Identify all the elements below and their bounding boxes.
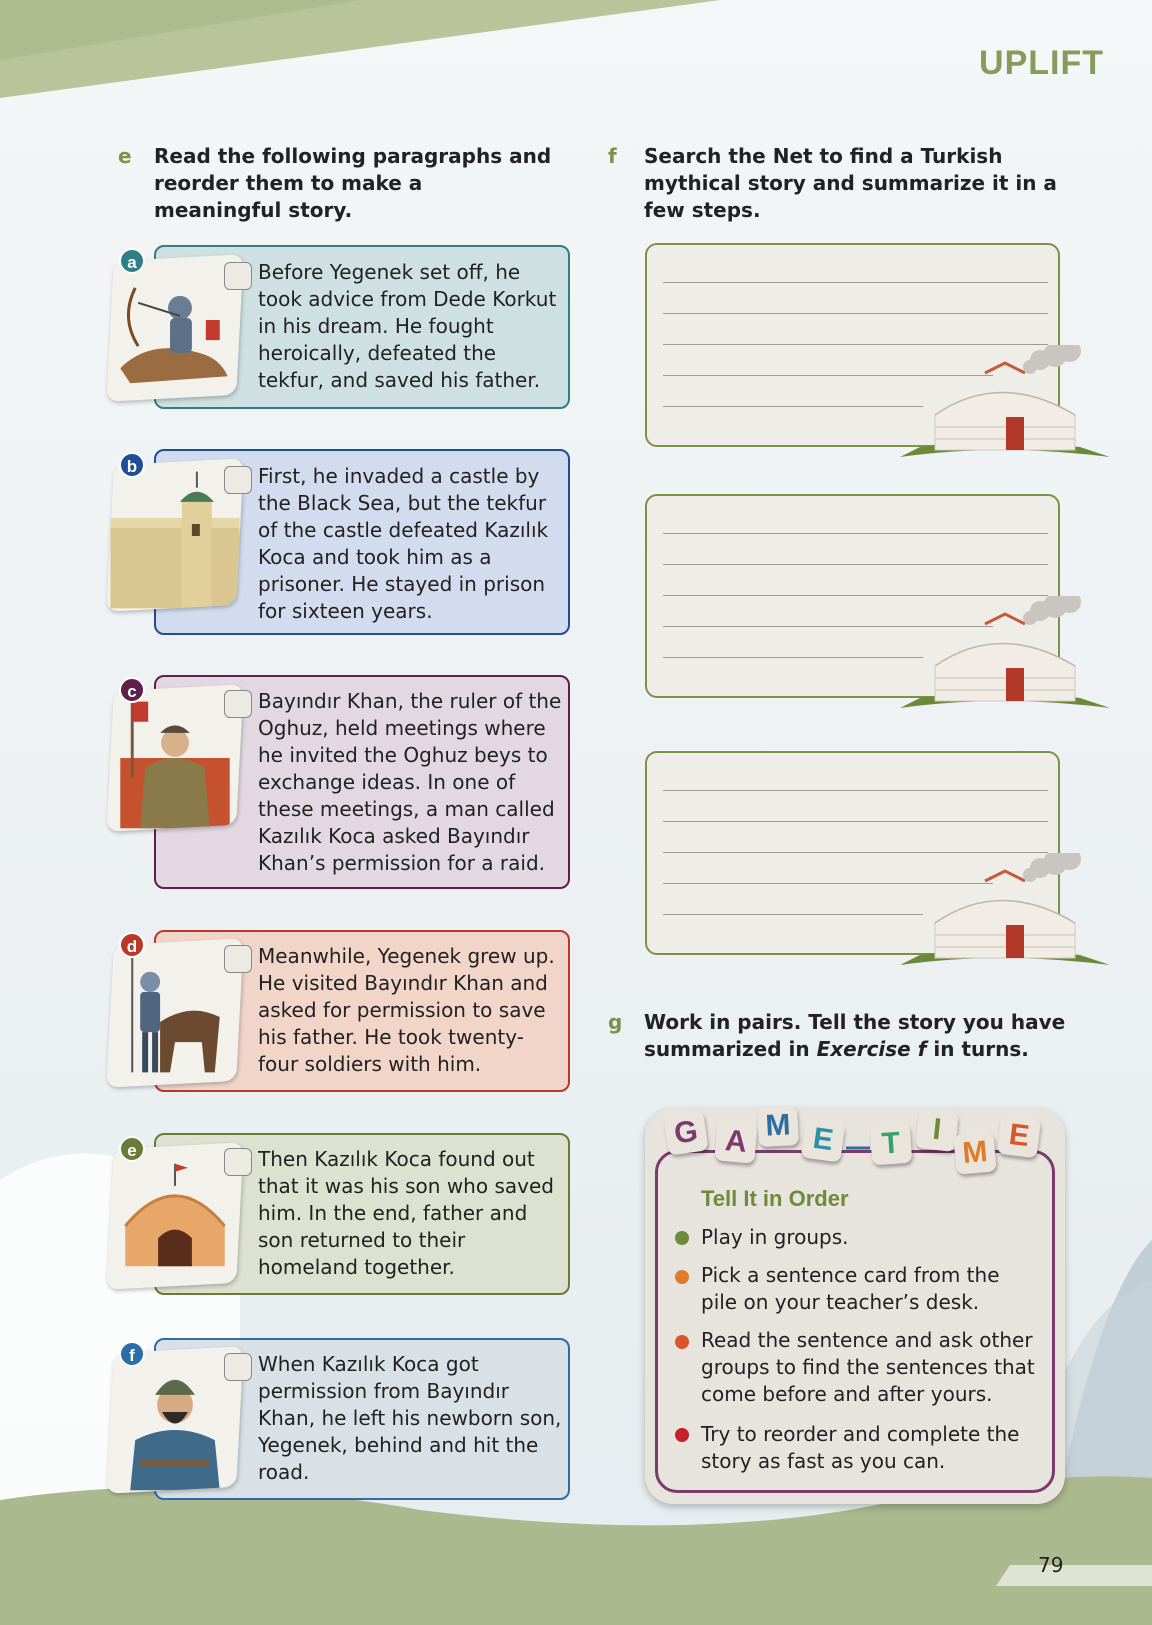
paragraph-text-d: Meanwhile, Yegenek grew up. He visited Bayındır Khan and asked for permission to save his father. He took twenty-four soldiers with him. xyxy=(258,944,555,1076)
game-title-tile-t: T xyxy=(870,1123,913,1166)
game-title-tile-m: M xyxy=(757,1105,799,1147)
exercise-g-instruction: Work in pairs. Tell the story you have summarized in Exercise f in turns. xyxy=(644,1010,1066,1061)
bullet-dot xyxy=(675,1335,689,1349)
game-time-title: Tell It in Order xyxy=(701,1186,849,1211)
paragraph-badge-f: f xyxy=(119,1341,145,1367)
exercise-f-instruction: Search the Net to find a Turkish mythical story and summarize it in a few steps. xyxy=(644,144,1057,222)
paragraph-badge-e: e xyxy=(119,1136,145,1162)
game-rule-2: Pick a sentence card from the pile on your teacher’s desk. xyxy=(701,1263,1000,1314)
paragraph-badge-d: d xyxy=(119,932,145,958)
bullet-dot xyxy=(675,1270,689,1284)
paragraph-badge-a: a xyxy=(119,248,145,274)
paragraph-text-c: Bayındır Khan, the ruler of the Oghuz, held meetings where he invited the Oghuz beys to exchange ideas. In one of these meetings, a man called Kazılık Koca asked Bayındır Khan’s permission for a raid. xyxy=(258,689,562,875)
paragraph-text-e: Then Kazılık Koca found out that it was his son who saved him. In the end, father and son returned to their homeland together. xyxy=(258,1147,554,1279)
game-rule-4: Try to reorder and complete the story as fast as you can. xyxy=(701,1422,1020,1473)
paragraph-badge-b: b xyxy=(119,452,145,478)
game-title-tile-a: A xyxy=(714,1120,757,1163)
brand-logo-text: UPLIFT xyxy=(979,44,1104,82)
bullet-dot xyxy=(675,1428,689,1442)
exercise-g-letter: g xyxy=(608,1010,623,1034)
page-number: 79 xyxy=(1038,1553,1064,1577)
paragraph-text-b: First, he invaded a castle by the Black Sea, but the tekfur of the castle defeated Kazılık Koca and took him as a prisoner. He stayed in prison for sixteen years. xyxy=(258,464,549,623)
paragraph-text-a: Before Yegenek set off, he took advice from Dede Korkut in his dream. He fought heroically, defeated the tekfur, and saved his father. xyxy=(258,260,557,392)
game-title-tile-m2: M xyxy=(953,1131,996,1174)
exercise-e-instruction: Read the following paragraphs and reorder them to make a meaningful story. xyxy=(154,144,552,222)
bullet-dot xyxy=(675,1231,689,1245)
exercise-reference: Exercise f xyxy=(816,1037,927,1061)
game-title-tile-e2: E xyxy=(997,1114,1042,1159)
game-title-tile-g: G xyxy=(663,1110,708,1155)
exercise-e-letter: e xyxy=(118,144,132,168)
exercise-f-letter: f xyxy=(608,144,617,168)
game-rule-3: Read the sentence and ask other groups to find the sentences that come before and after yours. xyxy=(701,1328,1035,1406)
game-title-tile-i: I xyxy=(915,1108,959,1152)
paragraph-badge-c: c xyxy=(119,677,145,703)
game-title-tile-e: E xyxy=(800,1117,845,1162)
game-rule-1: Play in groups. xyxy=(701,1225,849,1249)
paragraph-text-f: When Kazılık Koca got permission from Bayındır Khan, he left his newborn son, Yegenek, behind and hit the road. xyxy=(258,1352,562,1484)
